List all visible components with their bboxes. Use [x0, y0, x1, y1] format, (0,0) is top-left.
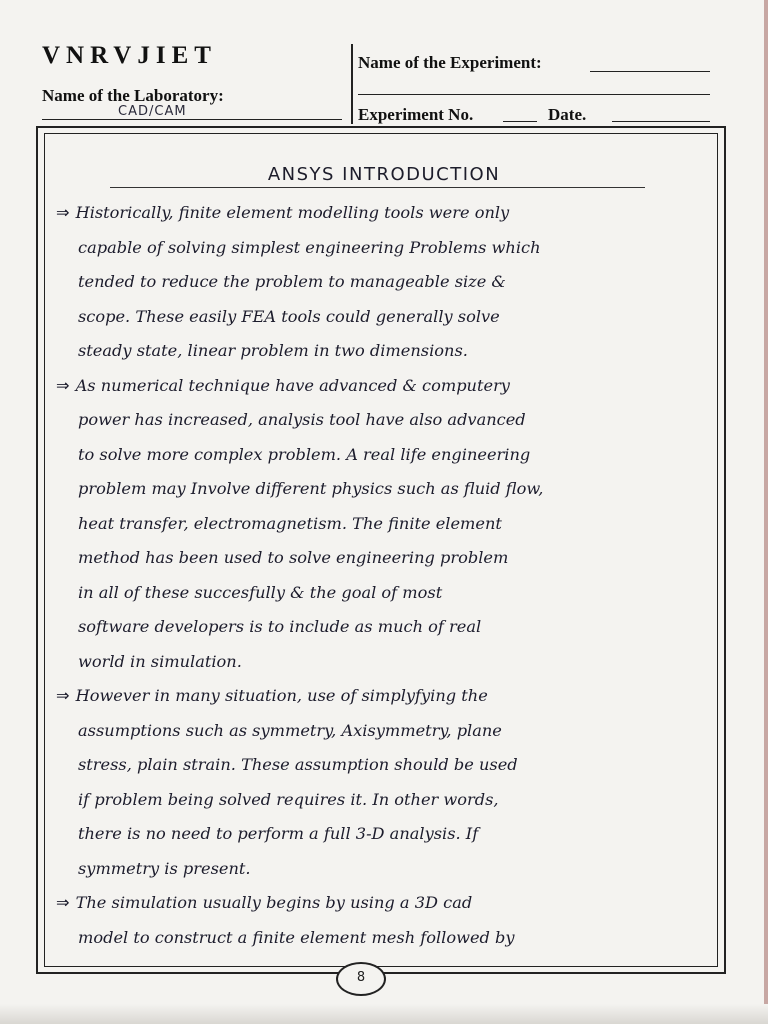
experiment-name-blank	[590, 71, 710, 72]
bullet-arrow-icon: ⇒	[56, 686, 70, 705]
line-text: software developers is to include as much of real	[78, 617, 482, 636]
line-text: problem may Involve different physics such as fluid flow,	[78, 479, 544, 498]
date-blank	[612, 121, 710, 122]
text-line	[56, 403, 706, 438]
title-underline	[110, 187, 645, 188]
text-line	[56, 231, 706, 266]
experiment-no-label: Experiment No.	[358, 105, 474, 124]
line-text: assumptions such as symmetry, Axisymmetry, plane	[78, 720, 502, 740]
text-line	[56, 714, 706, 749]
line-text: However in many situation, use of simplyfying the	[75, 686, 488, 705]
bullet-arrow-icon: ⇒	[56, 893, 70, 912]
line-text: model to construct a finite element mesh followed by	[78, 927, 515, 947]
line-text: The simulation usually begins by using a 3D cad	[75, 893, 473, 912]
text-line	[56, 300, 706, 335]
text-line	[56, 852, 706, 887]
line-text: heat transfer, electromagnetism. The finite element	[78, 513, 502, 533]
date-label: Date.	[548, 105, 587, 124]
experiment-name-label: Name of the Experiment:	[358, 53, 542, 72]
page-title: ANSYS INTRODUCTION	[267, 164, 501, 185]
text-line	[56, 610, 706, 645]
header-divider	[351, 44, 353, 124]
handwritten-body	[56, 196, 706, 955]
text-line	[56, 472, 706, 507]
page-bottom-shadow	[0, 1004, 768, 1024]
line-text: tended to reduce the problem to manageable size &	[78, 272, 506, 291]
text-line	[56, 438, 706, 473]
line-text: As numerical technique have advanced & computery	[75, 375, 510, 395]
line-text: Historically, finite element modelling tools were only	[75, 203, 510, 222]
line-text: world in simulation.	[78, 651, 242, 671]
laboratory-value: CAD/CAM	[118, 104, 187, 119]
text-line	[56, 645, 706, 680]
bullet-arrow-icon: ⇒	[56, 375, 70, 395]
text-line	[56, 369, 706, 404]
text-line	[56, 817, 706, 852]
line-text: there is no need to perform a full 3-D analysis. If	[78, 824, 479, 843]
line-text: in all of these succesfully & the goal of most	[78, 582, 443, 602]
text-line	[56, 748, 706, 783]
text-line	[56, 541, 706, 576]
experiment-no-blank	[503, 121, 537, 122]
text-line	[56, 576, 706, 611]
experiment-name-blank-2	[358, 94, 710, 95]
line-text: method has been used to solve engineering problem	[78, 548, 509, 567]
line-text: scope. These easily FEA tools could generally solve	[78, 306, 500, 326]
text-line	[56, 196, 706, 231]
text-line	[56, 921, 706, 956]
line-text: capable of solving simplest engineering Problems which	[78, 237, 541, 257]
text-line	[56, 265, 706, 300]
text-line	[56, 886, 706, 921]
laboratory-label: Name of the Laboratory:	[42, 86, 224, 105]
page-number: 8	[336, 962, 386, 996]
line-text: power has increased, analysis tool have also advanced	[78, 410, 526, 429]
page-edge	[764, 0, 768, 1024]
text-line	[56, 679, 706, 714]
line-text: steady state, linear problem in two dimensions.	[78, 341, 468, 360]
line-text: if problem being solved requires it. In other words,	[78, 789, 499, 809]
text-line	[56, 334, 706, 369]
text-line	[56, 783, 706, 818]
college-name: VNRVJIET	[42, 42, 217, 69]
line-text: symmetry is present.	[78, 858, 251, 878]
line-text: stress, plain strain. These assumption should be used	[78, 755, 518, 774]
laboratory-underline	[42, 119, 342, 120]
bullet-arrow-icon: ⇒	[56, 203, 70, 222]
line-text: to solve more complex problem. A real life engineering	[78, 444, 531, 464]
text-line	[56, 507, 706, 542]
